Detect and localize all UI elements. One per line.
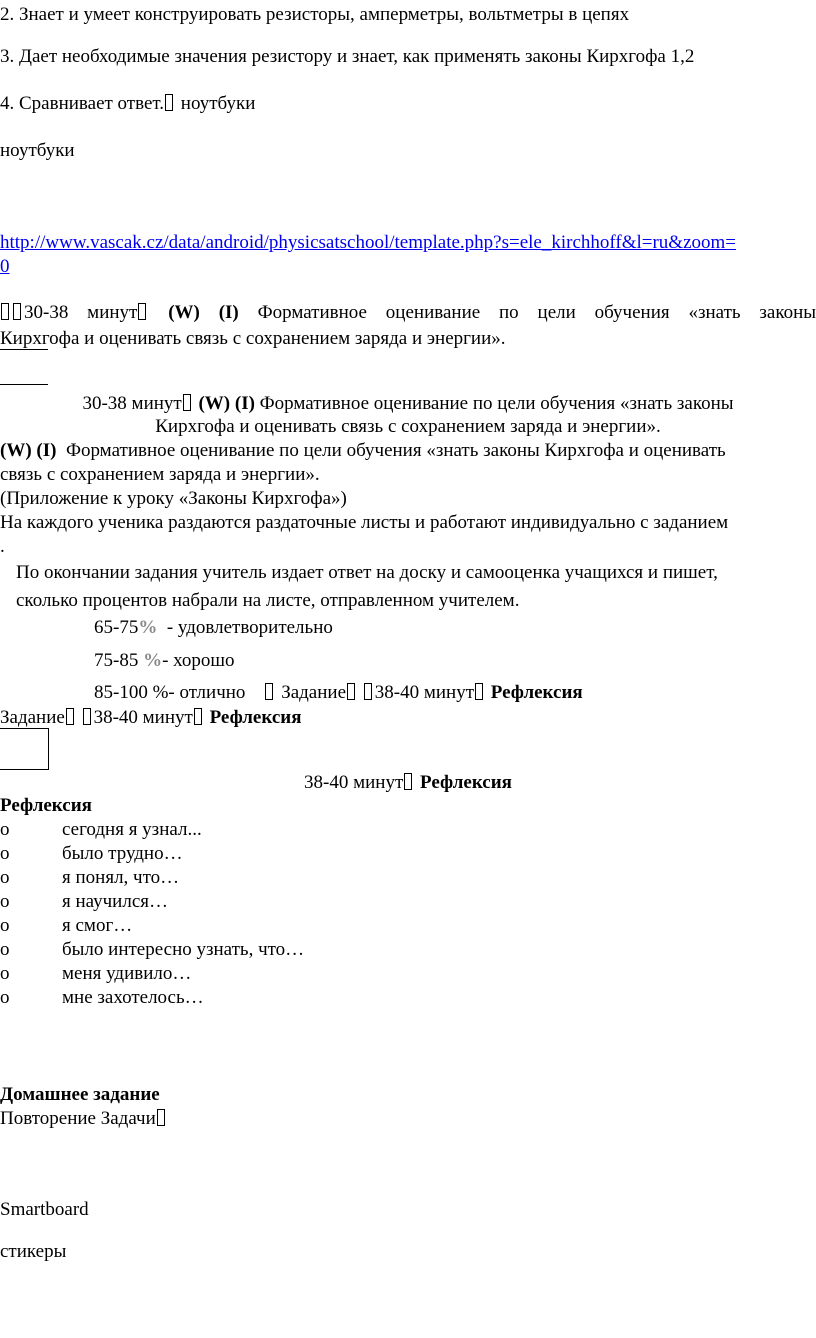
time-label: 38-40 минут <box>93 707 193 728</box>
list-item-text: было трудно… <box>62 843 183 864</box>
grade-label: - хорошо <box>162 650 235 671</box>
list-item <box>0 891 816 915</box>
list-item-text: сегодня я узнал... <box>62 819 202 840</box>
bullet: o <box>0 867 10 888</box>
missing-glyph-icon <box>364 683 372 700</box>
line-4 <box>0 93 255 115</box>
divider <box>0 384 48 385</box>
time-label: 30-38 минут <box>24 302 138 323</box>
reflection-heading: Рефлексия <box>0 795 92 816</box>
missing-glyph-icon <box>475 683 483 700</box>
list-item <box>0 819 816 843</box>
missing-glyph-icon <box>265 683 273 700</box>
reflection-label: Рефлексия <box>209 707 302 728</box>
bullet: o <box>0 891 10 912</box>
handout-text: На каждого ученика раздаются раздаточные листы и работают индивидуально с заданием <box>0 512 729 533</box>
homework-heading: Домашнее задание <box>0 1084 160 1105</box>
simulation-link[interactable]: http://www.vascak.cz/data/android/physicsatschool/template.php?s=ele_kirchhoff&l=ru&zoom= <box>0 232 737 253</box>
task-line <box>0 707 302 729</box>
divider <box>0 349 48 350</box>
missing-glyph-icon <box>347 683 355 700</box>
bullet: o <box>0 939 10 960</box>
bullet: o <box>0 963 10 984</box>
reflection-label: Рефлексия <box>490 682 583 703</box>
grade-range: 65-75 <box>94 617 139 638</box>
grade-satisfactory <box>94 617 333 639</box>
task-label: Задание <box>281 682 347 703</box>
line-2: 2. Знает и умеет конструировать резисторы, амперметры, вольтметры в цепях <box>0 4 630 25</box>
missing-glyph-icon <box>194 708 202 725</box>
list-item-text: я понял, что… <box>62 867 180 888</box>
work-mode: (W) (I) <box>198 393 255 414</box>
time-label: 30-38 минут <box>82 393 182 414</box>
reflection-label: Рефлексия <box>420 772 512 793</box>
assessment-centered-1 <box>0 393 816 415</box>
homework-task: Повторение Задачи <box>0 1108 156 1129</box>
list-item <box>0 987 816 1011</box>
assessment-text: Формативное оценивание по цели обучения «знать законы Кирхгофа и оценивать <box>65 440 726 461</box>
percent-sign: % <box>143 650 163 671</box>
work-mode: (W) (I) <box>168 302 239 323</box>
time-label: 38-40 минут <box>304 772 404 793</box>
grade-label: - удовлетворительно <box>166 617 333 638</box>
line-4-text: 4. Сравнивает ответ. <box>0 93 165 114</box>
list-item <box>0 963 816 987</box>
list-item <box>0 939 816 963</box>
missing-glyph-icon <box>138 303 146 320</box>
assessment-text: Формативное оценивание по цели обучения «знать законы <box>257 302 816 323</box>
time-label: 38-40 минут <box>374 682 475 703</box>
resource-smartboard: Smartboard <box>0 1199 89 1220</box>
simulation-link-end[interactable]: 0 <box>0 256 10 277</box>
missing-glyph-icon <box>1 303 9 320</box>
assessment-paragraph-1 <box>0 302 816 324</box>
task-label: Задание <box>0 707 65 728</box>
missing-glyph-icon <box>66 708 74 725</box>
empty-table-cell <box>0 728 49 770</box>
list-item-text: было интересно узнать, что… <box>62 939 305 960</box>
completion-text-cont: сколько процентов набрали на листе, отправленном учителем. <box>16 590 520 611</box>
homework-text <box>0 1108 168 1130</box>
bullet: o <box>0 843 10 864</box>
work-mode: (W) (I) <box>0 440 57 461</box>
assessment-centered-2: Кирхгофа и оценивать связь с сохранением заряда и энергии». <box>155 416 661 437</box>
bullet: o <box>0 819 10 840</box>
grade-range: 85-100 %- отлично <box>94 682 246 703</box>
appendix-note: (Приложение к уроку «Законы Кирхгофа») <box>0 488 347 509</box>
list-item-text: мне захотелось… <box>62 987 204 1008</box>
list-item <box>0 915 816 939</box>
missing-glyph-icon <box>404 773 412 790</box>
assessment-paragraph-1-cont: Кирхгофа и оценивать связь с сохранением заряда и энергии». <box>0 328 506 349</box>
list-item <box>0 867 816 891</box>
assessment-paragraph-2-cont: связь с сохранением заряда и энергии». <box>0 464 320 485</box>
list-item-text: я смог… <box>62 915 133 936</box>
list-item <box>0 843 816 867</box>
percent-sign: % <box>138 617 158 638</box>
resource-notebooks: ноутбуки <box>0 140 75 161</box>
line-4-resource: ноутбуки <box>180 93 256 114</box>
grade-good <box>94 650 235 672</box>
missing-glyph-icon <box>183 394 191 411</box>
grade-excellent <box>94 682 583 704</box>
missing-glyph-icon <box>157 1109 165 1126</box>
bullet: o <box>0 915 10 936</box>
missing-glyph-icon <box>165 94 173 111</box>
assessment-text: Формативное оценивание по цели обучения «знать законы <box>259 393 734 414</box>
assessment-paragraph-2 <box>0 440 726 462</box>
resource-stickers: стикеры <box>0 1241 67 1262</box>
missing-glyph-icon <box>13 303 21 320</box>
completion-text: По окончании задания учитель издает ответ на доску и самооценка учащихся и пишет, <box>16 562 718 583</box>
list-item-text: меня удивило… <box>62 963 192 984</box>
missing-glyph-icon <box>83 708 91 725</box>
reflection-time-line <box>0 772 816 794</box>
handout-text-end: . <box>0 536 5 557</box>
line-3: 3. Дает необходимые значения резистору и знает, как применять законы Кирхгофа 1,2 <box>0 46 695 67</box>
bullet: o <box>0 987 10 1008</box>
list-item-text: я научился… <box>62 891 169 912</box>
grade-range: 75-85 <box>94 650 139 671</box>
